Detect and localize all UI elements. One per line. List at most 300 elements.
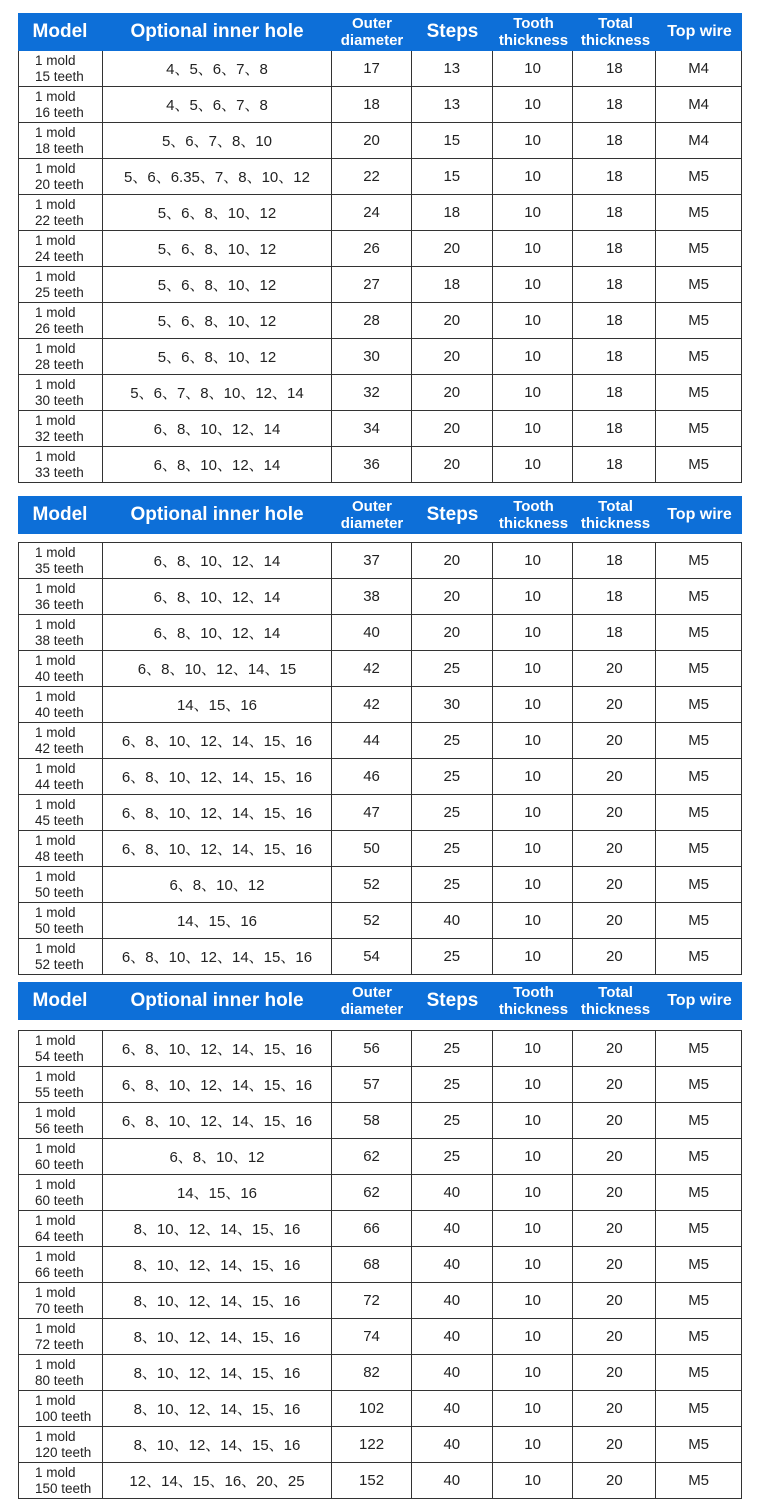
inner-hole-cell: 5、6、8、10、12 (103, 267, 332, 302)
model-mold: 1 mold (35, 160, 76, 176)
model-mold: 1 mold (35, 1356, 76, 1372)
tooth-thickness-cell: 10 (493, 903, 574, 938)
outer-diameter-cell: 44 (332, 723, 412, 758)
header-tooth-line2: thickness (498, 515, 569, 532)
steps-cell: 40 (412, 1319, 493, 1354)
steps-cell: 15 (412, 123, 493, 158)
inner-hole-cell: 6、8、10、12、14、15、16 (103, 723, 332, 758)
tooth-thickness-cell: 10 (493, 939, 574, 974)
inner-hole-cell: 5、6、7、8、10、12、14 (103, 375, 332, 410)
header-total-line1: Total (598, 984, 633, 1001)
table-row (19, 795, 741, 831)
model-mold: 1 mold (35, 304, 76, 320)
outer-diameter-cell: 52 (332, 867, 412, 902)
tooth-thickness-cell: 10 (493, 543, 574, 578)
model-mold: 1 mold (35, 1464, 76, 1480)
model-mold: 1 mold (35, 904, 76, 920)
top-wire-cell: M5 (688, 1112, 710, 1129)
inner-hole-cell: 5、6、6.35、7、8、10、12 (103, 159, 332, 194)
steps-cell: 20 (412, 375, 493, 410)
model-mold: 1 mold (35, 1248, 76, 1264)
model-cell (19, 651, 103, 686)
total-thickness-cell: 18 (573, 579, 656, 614)
header-tooth-line1: Tooth (513, 984, 554, 1001)
table-row (19, 375, 741, 411)
tooth-thickness-cell: 10 (493, 159, 574, 194)
model-cell (19, 1283, 103, 1318)
model-mold: 1 mold (35, 1068, 76, 1084)
table-row (19, 1031, 741, 1067)
header-tooth-line1: Tooth (513, 15, 554, 32)
model-mold: 1 mold (35, 1284, 76, 1300)
total-thickness-cell: 18 (573, 447, 656, 482)
total-thickness-cell: 20 (573, 1355, 656, 1390)
model-cell (19, 1247, 103, 1282)
model-teeth: 20 teeth (35, 176, 84, 192)
table-header (18, 13, 742, 51)
total-thickness-cell: 20 (573, 903, 656, 938)
header-top-wire: Top wire (667, 23, 732, 40)
model-cell (19, 447, 103, 482)
tooth-thickness-cell: 10 (493, 1355, 574, 1390)
model-mold: 1 mold (35, 1176, 76, 1192)
model-mold: 1 mold (35, 544, 76, 560)
total-thickness-cell: 20 (573, 651, 656, 686)
table-row (19, 1139, 741, 1175)
model-cell (19, 231, 103, 266)
inner-hole-cell: 4、5、6、7、8 (103, 51, 332, 86)
tooth-thickness-cell: 10 (493, 1319, 574, 1354)
top-wire-cell: M5 (688, 1256, 710, 1273)
model-teeth: 56 teeth (35, 1120, 84, 1136)
top-wire-cell: M5 (688, 552, 710, 569)
outer-diameter-cell: 27 (332, 267, 412, 302)
top-wire-cell: M4 (688, 60, 710, 77)
model-teeth: 18 teeth (35, 140, 84, 156)
outer-diameter-cell: 74 (332, 1319, 412, 1354)
table-header (18, 982, 742, 1020)
inner-hole-cell: 8、10、12、14、15、16 (103, 1427, 332, 1462)
model-teeth: 40 teeth (35, 668, 84, 684)
top-wire-cell: M5 (688, 1472, 710, 1489)
table-row (19, 867, 741, 903)
tooth-thickness-cell: 10 (493, 411, 574, 446)
model-cell (19, 579, 103, 614)
table-row (19, 1283, 741, 1319)
outer-diameter-cell: 72 (332, 1283, 412, 1318)
outer-diameter-cell: 40 (332, 615, 412, 650)
model-teeth: 54 teeth (35, 1048, 84, 1064)
table-body (18, 51, 742, 483)
steps-cell: 13 (412, 51, 493, 86)
steps-cell: 25 (412, 867, 493, 902)
model-cell (19, 123, 103, 158)
table-row (19, 1427, 741, 1463)
table-row (19, 267, 741, 303)
table-row (19, 159, 741, 195)
model-mold: 1 mold (35, 412, 76, 428)
model-cell (19, 687, 103, 722)
model-mold: 1 mold (35, 1104, 76, 1120)
header-total-line1: Total (598, 498, 633, 515)
outer-diameter-cell: 57 (332, 1067, 412, 1102)
header-outer-line1: Outer (351, 15, 392, 32)
inner-hole-cell: 6、8、10、12、14、15、16 (103, 939, 332, 974)
header-steps: Steps (426, 21, 479, 42)
header-inner-hole: Optional inner hole (130, 504, 304, 525)
model-teeth: 55 teeth (35, 1084, 84, 1100)
model-cell (19, 303, 103, 338)
steps-cell: 20 (412, 615, 493, 650)
model-teeth: 150 teeth (35, 1480, 92, 1496)
tooth-thickness-cell: 10 (493, 339, 574, 374)
header-outer-line2: diameter (340, 515, 404, 532)
steps-cell: 25 (412, 1103, 493, 1138)
outer-diameter-cell: 32 (332, 375, 412, 410)
top-wire-cell: M5 (688, 1436, 710, 1453)
inner-hole-cell: 8、10、12、14、15、16 (103, 1211, 332, 1246)
inner-hole-cell: 14、15、16 (103, 1175, 332, 1210)
table-row (19, 87, 741, 123)
model-teeth: 64 teeth (35, 1228, 84, 1244)
table-block-1 (18, 13, 742, 483)
inner-hole-cell: 6、8、10、12、14、15、16 (103, 1067, 332, 1102)
header-outer-line2: diameter (340, 32, 404, 49)
total-thickness-cell: 20 (573, 1283, 656, 1318)
model-cell (19, 159, 103, 194)
model-cell (19, 543, 103, 578)
tooth-thickness-cell: 10 (493, 687, 574, 722)
outer-diameter-cell: 54 (332, 939, 412, 974)
model-mold: 1 mold (35, 688, 76, 704)
inner-hole-cell: 6、8、10、12 (103, 867, 332, 902)
model-mold: 1 mold (35, 268, 76, 284)
model-cell (19, 339, 103, 374)
inner-hole-cell: 6、8、10、12、14 (103, 615, 332, 650)
tooth-thickness-cell: 10 (493, 1175, 574, 1210)
header-tooth-thickness (493, 13, 574, 51)
outer-diameter-cell: 37 (332, 543, 412, 578)
outer-diameter-cell: 46 (332, 759, 412, 794)
inner-hole-cell: 12、14、15、16、20、25 (103, 1463, 332, 1498)
header-tooth-thickness (493, 496, 574, 534)
outer-diameter-cell: 38 (332, 579, 412, 614)
model-teeth: 100 teeth (35, 1408, 92, 1424)
inner-hole-cell: 6、8、10、12、14、15、16 (103, 1031, 332, 1066)
table-row (19, 579, 741, 615)
top-wire-cell: M5 (688, 204, 710, 221)
total-thickness-cell: 20 (573, 939, 656, 974)
model-mold: 1 mold (35, 1392, 76, 1408)
steps-cell: 25 (412, 759, 493, 794)
header-steps: Steps (426, 990, 479, 1011)
outer-diameter-cell: 58 (332, 1103, 412, 1138)
tooth-thickness-cell: 10 (493, 303, 574, 338)
inner-hole-cell: 6、8、10、12 (103, 1139, 332, 1174)
model-cell (19, 1103, 103, 1138)
table-row (19, 411, 741, 447)
total-thickness-cell: 18 (573, 543, 656, 578)
total-thickness-cell: 20 (573, 723, 656, 758)
tooth-thickness-cell: 10 (493, 51, 574, 86)
tooth-thickness-cell: 10 (493, 1427, 574, 1462)
header-total-thickness (574, 13, 657, 51)
model-mold: 1 mold (35, 652, 76, 668)
model-mold: 1 mold (35, 760, 76, 776)
total-thickness-cell: 20 (573, 1427, 656, 1462)
table-row (19, 687, 741, 723)
top-wire-cell: M5 (688, 1148, 710, 1165)
inner-hole-cell: 6、8、10、12、14、15、16 (103, 831, 332, 866)
outer-diameter-cell: 30 (332, 339, 412, 374)
steps-cell: 40 (412, 1391, 493, 1426)
outer-diameter-cell: 26 (332, 231, 412, 266)
model-mold: 1 mold (35, 340, 76, 356)
inner-hole-cell: 6、8、10、12、14、15、16 (103, 759, 332, 794)
total-thickness-cell: 18 (573, 375, 656, 410)
model-mold: 1 mold (35, 376, 76, 392)
model-cell (19, 51, 103, 86)
tooth-thickness-cell: 10 (493, 231, 574, 266)
model-cell (19, 615, 103, 650)
inner-hole-cell: 6、8、10、12、14 (103, 411, 332, 446)
outer-diameter-cell: 82 (332, 1355, 412, 1390)
top-wire-cell: M5 (688, 1364, 710, 1381)
table-row (19, 939, 741, 975)
tooth-thickness-cell: 10 (493, 267, 574, 302)
header-total-thickness (574, 982, 657, 1020)
model-teeth: 60 teeth (35, 1156, 84, 1172)
model-teeth: 24 teeth (35, 248, 84, 264)
steps-cell: 25 (412, 939, 493, 974)
outer-diameter-cell: 42 (332, 651, 412, 686)
total-thickness-cell: 20 (573, 759, 656, 794)
model-teeth: 42 teeth (35, 740, 84, 756)
header-total-line2: thickness (580, 515, 651, 532)
model-teeth: 52 teeth (35, 956, 84, 972)
model-cell (19, 1139, 103, 1174)
steps-cell: 18 (412, 195, 493, 230)
header-model: Model (32, 21, 88, 42)
inner-hole-cell: 6、8、10、12、14 (103, 543, 332, 578)
header-outer-diameter (332, 496, 412, 534)
total-thickness-cell: 20 (573, 1391, 656, 1426)
model-mold: 1 mold (35, 868, 76, 884)
model-cell (19, 831, 103, 866)
header-tooth-line2: thickness (498, 32, 569, 49)
steps-cell: 40 (412, 903, 493, 938)
model-teeth: 72 teeth (35, 1336, 84, 1352)
header-total-line2: thickness (580, 1001, 651, 1018)
total-thickness-cell: 18 (573, 339, 656, 374)
tooth-thickness-cell: 10 (493, 1067, 574, 1102)
header-total-line2: thickness (580, 32, 651, 49)
top-wire-cell: M5 (688, 768, 710, 785)
table-row (19, 723, 741, 759)
outer-diameter-cell: 56 (332, 1031, 412, 1066)
header-outer-diameter (332, 982, 412, 1020)
model-cell (19, 939, 103, 974)
top-wire-cell: M5 (688, 588, 710, 605)
top-wire-cell: M5 (688, 1220, 710, 1237)
outer-diameter-cell: 34 (332, 411, 412, 446)
steps-cell: 40 (412, 1427, 493, 1462)
header-tooth-line2: thickness (498, 1001, 569, 1018)
model-cell (19, 1067, 103, 1102)
top-wire-cell: M5 (688, 1328, 710, 1345)
table-row (19, 1247, 741, 1283)
model-mold: 1 mold (35, 52, 76, 68)
header-total-line1: Total (598, 15, 633, 32)
tooth-thickness-cell: 10 (493, 195, 574, 230)
inner-hole-cell: 8、10、12、14、15、16 (103, 1391, 332, 1426)
top-wire-cell: M5 (688, 1400, 710, 1417)
header-tooth-thickness (493, 982, 574, 1020)
model-cell (19, 1427, 103, 1462)
steps-cell: 30 (412, 687, 493, 722)
inner-hole-cell: 6、8、10、12、14、15 (103, 651, 332, 686)
table-row (19, 543, 741, 579)
model-teeth: 16 teeth (35, 104, 84, 120)
top-wire-cell: M5 (688, 624, 710, 641)
steps-cell: 15 (412, 159, 493, 194)
total-thickness-cell: 20 (573, 795, 656, 830)
total-thickness-cell: 18 (573, 303, 656, 338)
tooth-thickness-cell: 10 (493, 375, 574, 410)
model-teeth: 35 teeth (35, 560, 84, 576)
table-row (19, 339, 741, 375)
model-teeth: 25 teeth (35, 284, 84, 300)
total-thickness-cell: 18 (573, 615, 656, 650)
table-header (18, 496, 742, 534)
header-outer-diameter (332, 13, 412, 51)
model-teeth: 38 teeth (35, 632, 84, 648)
steps-cell: 20 (412, 447, 493, 482)
total-thickness-cell: 18 (573, 195, 656, 230)
table-row (19, 195, 741, 231)
table-row (19, 903, 741, 939)
outer-diameter-cell: 36 (332, 447, 412, 482)
top-wire-cell: M5 (688, 240, 710, 257)
steps-cell: 25 (412, 1139, 493, 1174)
table-block-3 (18, 982, 742, 1499)
inner-hole-cell: 5、6、8、10、12 (103, 231, 332, 266)
outer-diameter-cell: 102 (332, 1391, 412, 1426)
outer-diameter-cell: 28 (332, 303, 412, 338)
steps-cell: 25 (412, 1031, 493, 1066)
total-thickness-cell: 18 (573, 87, 656, 122)
model-teeth: 60 teeth (35, 1192, 84, 1208)
steps-cell: 40 (412, 1175, 493, 1210)
model-teeth: 80 teeth (35, 1372, 84, 1388)
tooth-thickness-cell: 10 (493, 831, 574, 866)
model-cell (19, 867, 103, 902)
inner-hole-cell: 8、10、12、14、15、16 (103, 1355, 332, 1390)
model-cell (19, 795, 103, 830)
header-inner-hole: Optional inner hole (130, 990, 304, 1011)
header-inner-hole: Optional inner hole (130, 21, 304, 42)
total-thickness-cell: 20 (573, 1175, 656, 1210)
inner-hole-cell: 5、6、7、8、10 (103, 123, 332, 158)
total-thickness-cell: 20 (573, 1247, 656, 1282)
header-outer-line2: diameter (340, 1001, 404, 1018)
model-cell (19, 195, 103, 230)
model-teeth: 50 teeth (35, 884, 84, 900)
top-wire-cell: M5 (688, 876, 710, 893)
model-teeth: 22 teeth (35, 212, 84, 228)
header-tooth-line1: Tooth (513, 498, 554, 515)
steps-cell: 40 (412, 1211, 493, 1246)
steps-cell: 20 (412, 339, 493, 374)
model-mold: 1 mold (35, 1212, 76, 1228)
total-thickness-cell: 20 (573, 687, 656, 722)
total-thickness-cell: 20 (573, 867, 656, 902)
table-row (19, 51, 741, 87)
table-row (19, 1175, 741, 1211)
table-row (19, 1391, 741, 1427)
outer-diameter-cell: 24 (332, 195, 412, 230)
model-teeth: 32 teeth (35, 428, 84, 444)
top-wire-cell: M5 (688, 312, 710, 329)
tooth-thickness-cell: 10 (493, 867, 574, 902)
top-wire-cell: M5 (688, 660, 710, 677)
top-wire-cell: M5 (688, 276, 710, 293)
steps-cell: 13 (412, 87, 493, 122)
model-cell (19, 1175, 103, 1210)
total-thickness-cell: 20 (573, 1103, 656, 1138)
model-mold: 1 mold (35, 940, 76, 956)
model-teeth: 50 teeth (35, 920, 84, 936)
total-thickness-cell: 20 (573, 1319, 656, 1354)
steps-cell: 20 (412, 543, 493, 578)
tooth-thickness-cell: 10 (493, 651, 574, 686)
tooth-thickness-cell: 10 (493, 447, 574, 482)
top-wire-cell: M5 (688, 384, 710, 401)
table-row (19, 1463, 741, 1499)
model-teeth: 48 teeth (35, 848, 84, 864)
inner-hole-cell: 14、15、16 (103, 903, 332, 938)
top-wire-cell: M5 (688, 456, 710, 473)
model-cell (19, 1391, 103, 1426)
steps-cell: 40 (412, 1247, 493, 1282)
top-wire-cell: M5 (688, 1076, 710, 1093)
model-mold: 1 mold (35, 1140, 76, 1156)
outer-diameter-cell: 18 (332, 87, 412, 122)
inner-hole-cell: 8、10、12、14、15、16 (103, 1247, 332, 1282)
tooth-thickness-cell: 10 (493, 723, 574, 758)
top-wire-cell: M5 (688, 804, 710, 821)
header-outer-line1: Outer (351, 498, 392, 515)
table-row (19, 231, 741, 267)
table-row (19, 1067, 741, 1103)
top-wire-cell: M5 (688, 1040, 710, 1057)
inner-hole-cell: 8、10、12、14、15、16 (103, 1319, 332, 1354)
model-mold: 1 mold (35, 616, 76, 632)
model-teeth: 120 teeth (35, 1444, 92, 1460)
model-mold: 1 mold (35, 232, 76, 248)
steps-cell: 25 (412, 723, 493, 758)
inner-hole-cell: 8、10、12、14、15、16 (103, 1283, 332, 1318)
total-thickness-cell: 18 (573, 267, 656, 302)
steps-cell: 18 (412, 267, 493, 302)
model-mold: 1 mold (35, 124, 76, 140)
model-cell (19, 87, 103, 122)
steps-cell: 25 (412, 831, 493, 866)
table-row (19, 759, 741, 795)
outer-diameter-cell: 52 (332, 903, 412, 938)
outer-diameter-cell: 122 (332, 1427, 412, 1462)
model-teeth: 70 teeth (35, 1300, 84, 1316)
